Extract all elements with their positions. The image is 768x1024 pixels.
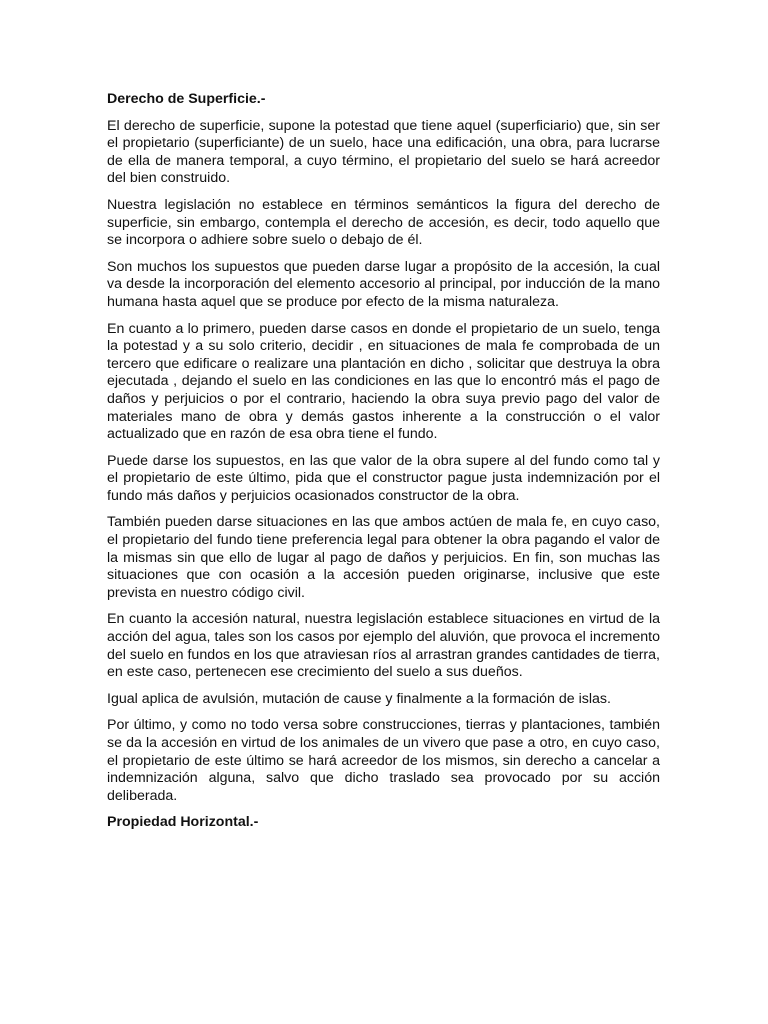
document-page bbox=[107, 91, 660, 841]
paragraph-5: Puede darse los supuestos, en las que valor de la obra supere al del fundo como tal y el propietario de este último, pida que el constructor pague justa indemnización por el fundo más daños y perjuicios ocasionados constructor de la obra. bbox=[107, 452, 660, 504]
section-heading-propiedad-horizontal: Propiedad Horizontal.- bbox=[107, 814, 259, 831]
section-heading-superficie: Derecho de Superficie.- bbox=[107, 91, 266, 107]
paragraph-3: Son muchos los supuestos que pueden darse lugar a propósito de la accesión, la cual va desde la incorporación del elemento accesorio al principal, por inducción de la mano humana hasta aquel que se produce por efecto de la misma naturaleza. bbox=[107, 258, 660, 310]
paragraph-6: También pueden darse situaciones en las que ambos actúen de mala fe, en cuyo caso, el propietario del fundo tiene preferencia legal para obtener la obra pagando el valor de la mismas sin que ello de lugar al pago de daños y perjuicios. En fin, son muchas las situaciones que con ocasión a la accesión pueden originarse, inclusive que este prevista en nuestro código civil. bbox=[107, 514, 660, 601]
paragraph-4: En cuanto a lo primero, pueden darse casos en donde el propietario de un suelo, tenga la potestad y a su solo criterio, decidir , en situaciones de mala fe comprobada de un tercero que edificare o realizare una plantación en dicho , solicitar que destruya la obra ejecutada , dejando el suelo en las condiciones en las que lo encontró más el pago de daños y perjuicios o por el contrario, haciendo la obra suya previo pago del valor de materiales mano de obra y demás gastos inherente a la construcción o el valor actualizado que en razón de esa obra tiene el fundo. bbox=[107, 320, 660, 443]
paragraph-9: Por último, y como no todo versa sobre construcciones, tierras y plantaciones, también se da la accesión en virtud de los animales de un vivero que pase a otro, en cuyo caso, el propietario de este último se hará acreedor de los mismos, sin derecho a cancelar a indemnización alguna, salvo que dicho traslado sea provocado por su acción deliberada. bbox=[107, 717, 660, 804]
paragraph-2: Nuestra legislación no establece en términos semánticos la figura del derecho de superficie, sin embargo, contempla el derecho de accesión, es decir, todo aquello que se incorpora o adhiere sobre suelo o debajo de él. bbox=[107, 196, 660, 249]
paragraph-7: En cuanto la accesión natural, nuestra legislación establece situaciones en virtud de la acción del agua, tales son los casos por ejemplo del aluvión, que provoca el incremento del suelo en fundos en los que atraviesan ríos al arrastran grandes cantidades de tierra, en este caso, pertenecen ese crecimiento del suelo a sus dueños. bbox=[107, 611, 660, 681]
paragraph-1: El derecho de superficie, supone la potestad que tiene aquel (superficiario) que, sin ser el propietario (superficiante) de un suelo, hace una edificación, una obra, para lucrarse de ella de manera temporal, a cuyo término, el propietario del suelo se hará acreedor del bien construido. bbox=[107, 117, 660, 187]
paragraph-8: Igual aplica de avulsión, mutación de cause y finalmente a la formación de islas. bbox=[107, 690, 611, 707]
